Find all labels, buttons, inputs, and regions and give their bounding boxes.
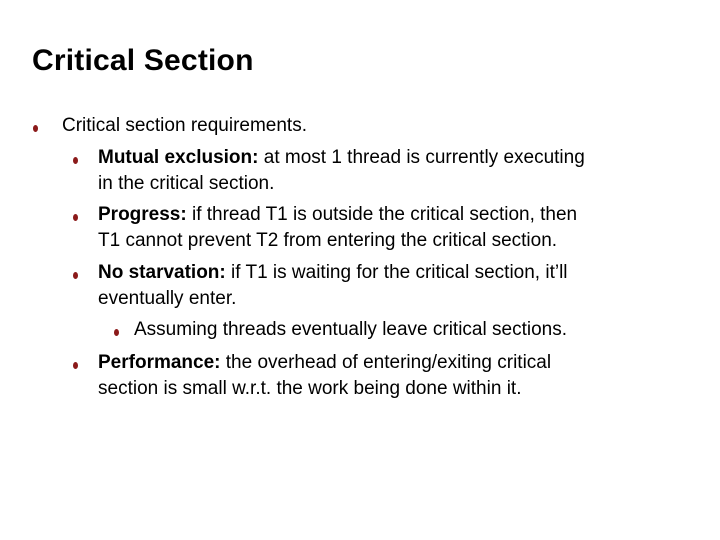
desc-line: if T1 is waiting for the critical section, it’ll bbox=[225, 262, 568, 283]
term-progress: Progress: bbox=[98, 204, 187, 225]
sub-bullet-text: Assuming threads eventually leave critical sections. bbox=[134, 319, 567, 340]
desc-line: at most 1 thread is currently executing bbox=[258, 147, 585, 168]
desc-line: section is small w.r.t. the work being done within it. bbox=[98, 378, 522, 399]
desc-line: in the critical section. bbox=[98, 173, 275, 194]
term-no-starvation: No starvation: bbox=[98, 262, 226, 283]
bullet-progress bbox=[98, 202, 668, 254]
bullet-dot-icon bbox=[73, 157, 78, 164]
bullet-dot-icon bbox=[73, 362, 78, 369]
desc-line: T1 cannot prevent T2 from entering the critical section. bbox=[98, 230, 558, 251]
desc-line: if thread T1 is outside the critical section, then bbox=[186, 204, 578, 225]
bullet-mutual-exclusion bbox=[98, 145, 668, 197]
bullet-dot-icon bbox=[73, 272, 78, 279]
bullet-intro bbox=[62, 113, 702, 139]
bullet-dot-icon bbox=[114, 329, 119, 336]
bullet-no-starvation bbox=[98, 260, 668, 312]
desc-line: the overhead of entering/exiting critical bbox=[220, 352, 552, 373]
term-performance: Performance: bbox=[98, 352, 221, 373]
sub-bullet-assuming bbox=[134, 317, 674, 343]
intro-text: Critical section requirements. bbox=[62, 115, 307, 136]
bullet-dot-icon bbox=[73, 214, 78, 221]
slide-title: Critical Section bbox=[32, 44, 254, 77]
desc-line: eventually enter. bbox=[98, 288, 237, 309]
term-mutual-exclusion: Mutual exclusion: bbox=[98, 147, 259, 168]
bullet-dot-icon bbox=[33, 125, 38, 132]
bullet-performance bbox=[98, 350, 668, 402]
